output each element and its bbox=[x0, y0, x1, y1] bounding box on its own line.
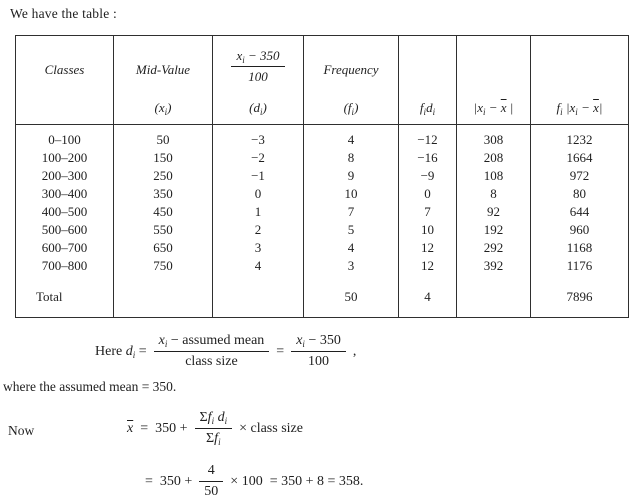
fraction-numerator: $\Sigma f_i$ $d_i$ bbox=[195, 410, 233, 429]
mean-formula bbox=[127, 410, 635, 447]
header-sublabel-fi: $(f_i)$ bbox=[343, 100, 359, 117]
formula-rhs: × 100 = 350 + 8 = 358. bbox=[230, 473, 364, 489]
table-cell: 3 bbox=[304, 257, 399, 275]
fraction bbox=[231, 48, 284, 85]
table-cell: 1176 bbox=[531, 257, 629, 275]
fraction-denominator: 100 bbox=[308, 354, 330, 369]
table-cell: 4 bbox=[304, 125, 399, 150]
table-cell: 8 bbox=[457, 185, 531, 203]
table-cell: 80 bbox=[531, 185, 629, 203]
mean-formula-line bbox=[0, 410, 635, 454]
table-cell: 550 bbox=[114, 221, 213, 239]
header-sublabel-xi: $(x_i)$ bbox=[154, 100, 172, 117]
table-cell bbox=[213, 275, 304, 318]
table-cell: 644 bbox=[531, 203, 629, 221]
header-cell-classes bbox=[16, 36, 114, 125]
table-cell: −2 bbox=[213, 149, 304, 167]
total-label: Total bbox=[36, 289, 63, 304]
table-cell: 10 bbox=[304, 185, 399, 203]
fraction-numerator: $x_i - 350$ bbox=[291, 333, 346, 352]
table-cell: 400–500 bbox=[41, 204, 88, 219]
table-cell: 4 bbox=[213, 257, 304, 275]
table-row bbox=[16, 239, 629, 257]
table-cell: 50 bbox=[304, 275, 399, 318]
table-cell bbox=[457, 275, 531, 318]
table-cell: 0–100 bbox=[48, 132, 81, 147]
table-cell: 9 bbox=[304, 167, 399, 185]
header-sublabel-di: $(d_i)$ bbox=[249, 100, 267, 117]
di-definition-formula bbox=[95, 333, 635, 370]
table-cell: −16 bbox=[399, 149, 457, 167]
header-cell-mid-value bbox=[114, 36, 213, 125]
formula-prefix: Here $d_i$ = bbox=[95, 343, 147, 360]
table-cell: 0 bbox=[399, 185, 457, 203]
formula-suffix: , bbox=[352, 343, 357, 359]
formula-lhs: $\overline{x} = 350$ + bbox=[127, 420, 188, 436]
header-label-mid-value: Mid-Value bbox=[135, 62, 191, 77]
table-cell: −12 bbox=[399, 125, 457, 150]
header-label-classes: Classes bbox=[44, 62, 85, 77]
table-header bbox=[16, 36, 629, 125]
header-sublabel-fidi: $f_id_i$ bbox=[419, 100, 436, 117]
table-cell: 972 bbox=[531, 167, 629, 185]
table-cell: 1232 bbox=[531, 125, 629, 150]
table-cell: 960 bbox=[531, 221, 629, 239]
table-cell: 1168 bbox=[531, 239, 629, 257]
di-definition-fraction bbox=[213, 48, 303, 85]
table-cell: 7 bbox=[304, 203, 399, 221]
fraction bbox=[291, 333, 346, 370]
equals-sign: = bbox=[276, 343, 285, 359]
table-cell: 208 bbox=[457, 149, 531, 167]
table-cell: 292 bbox=[457, 239, 531, 257]
table-cell: 250 bbox=[114, 167, 213, 185]
table-row bbox=[16, 257, 629, 275]
table-cell: 7 bbox=[399, 203, 457, 221]
table-cell: 600–700 bbox=[41, 240, 88, 255]
header-sublabel-fi-abs-deviation: $f_i$ $|x_i - \overline{x}|$ bbox=[556, 100, 603, 117]
table-cell: 192 bbox=[457, 221, 531, 239]
table-cell: 108 bbox=[457, 167, 531, 185]
header-label-frequency: Frequency bbox=[323, 62, 379, 77]
fraction bbox=[154, 333, 270, 370]
table-row bbox=[16, 203, 629, 221]
table-cell: 392 bbox=[457, 257, 531, 275]
mean-calculation bbox=[145, 463, 635, 495]
formula-lhs: = 350 + bbox=[145, 473, 193, 489]
table-row bbox=[16, 221, 629, 239]
table-cell: 8 bbox=[304, 149, 399, 167]
table-cell: 500–600 bbox=[41, 222, 88, 237]
total-row bbox=[16, 275, 629, 318]
fraction-denominator: class size bbox=[185, 354, 238, 369]
fraction-denominator: 50 bbox=[204, 484, 219, 495]
table-cell: 100–200 bbox=[41, 150, 88, 165]
table-cell: 0 bbox=[213, 185, 304, 203]
table-cell: 50 bbox=[114, 125, 213, 150]
now-label: Now bbox=[8, 423, 35, 438]
header-sublabel-abs-deviation: $|x_i - \overline{x}$ | bbox=[473, 100, 514, 117]
table-cell: 3 bbox=[213, 239, 304, 257]
formula-rhs: × class size bbox=[239, 420, 303, 436]
table-row bbox=[16, 167, 629, 185]
header-cell-abs-deviation bbox=[457, 36, 531, 125]
fraction-numerator: 4 bbox=[199, 463, 223, 482]
table-cell: 300–400 bbox=[41, 186, 88, 201]
table-body bbox=[16, 125, 629, 318]
fraction-denominator: 100 bbox=[248, 69, 268, 84]
header-cell-frequency bbox=[304, 36, 399, 125]
table-cell: 1 bbox=[213, 203, 304, 221]
table-cell: 450 bbox=[114, 203, 213, 221]
table-cell: 308 bbox=[457, 125, 531, 150]
table-cell: −9 bbox=[399, 167, 457, 185]
table-cell: 12 bbox=[399, 239, 457, 257]
frequency-table bbox=[15, 35, 629, 318]
fraction bbox=[195, 410, 233, 447]
table-cell: 10 bbox=[399, 221, 457, 239]
table-row bbox=[16, 149, 629, 167]
assumed-mean-note: where the assumed mean = 350. bbox=[3, 379, 177, 394]
header-cell-fidi bbox=[399, 36, 457, 125]
table-cell: 12 bbox=[399, 257, 457, 275]
table-cell: 4 bbox=[304, 239, 399, 257]
table-cell: 750 bbox=[114, 257, 213, 275]
table-row bbox=[16, 125, 629, 150]
table-cell: 2 bbox=[213, 221, 304, 239]
table-cell: 92 bbox=[457, 203, 531, 221]
table-cell: 7896 bbox=[531, 275, 629, 318]
table-cell: 650 bbox=[114, 239, 213, 257]
table-cell: −1 bbox=[213, 167, 304, 185]
table-cell: 200–300 bbox=[41, 168, 88, 183]
fraction-numerator: $x_i - 350$ bbox=[231, 48, 284, 67]
table-cell: 4 bbox=[399, 275, 457, 318]
table-cell: 350 bbox=[114, 185, 213, 203]
table-cell: −3 bbox=[213, 125, 304, 150]
fraction bbox=[199, 463, 223, 495]
table-cell: 5 bbox=[304, 221, 399, 239]
table-cell bbox=[114, 275, 213, 318]
header-cell-di bbox=[213, 36, 304, 125]
fraction-denominator: $\Sigma f_i$ bbox=[206, 431, 221, 447]
fraction-numerator: $x_i$ − assumed mean bbox=[154, 333, 270, 352]
table-cell: 700–800 bbox=[41, 258, 88, 273]
intro-text: We have the table : bbox=[10, 6, 117, 21]
table-row bbox=[16, 185, 629, 203]
table-cell: 1664 bbox=[531, 149, 629, 167]
table-cell: 150 bbox=[114, 149, 213, 167]
header-cell-fi-abs-deviation bbox=[531, 36, 629, 125]
